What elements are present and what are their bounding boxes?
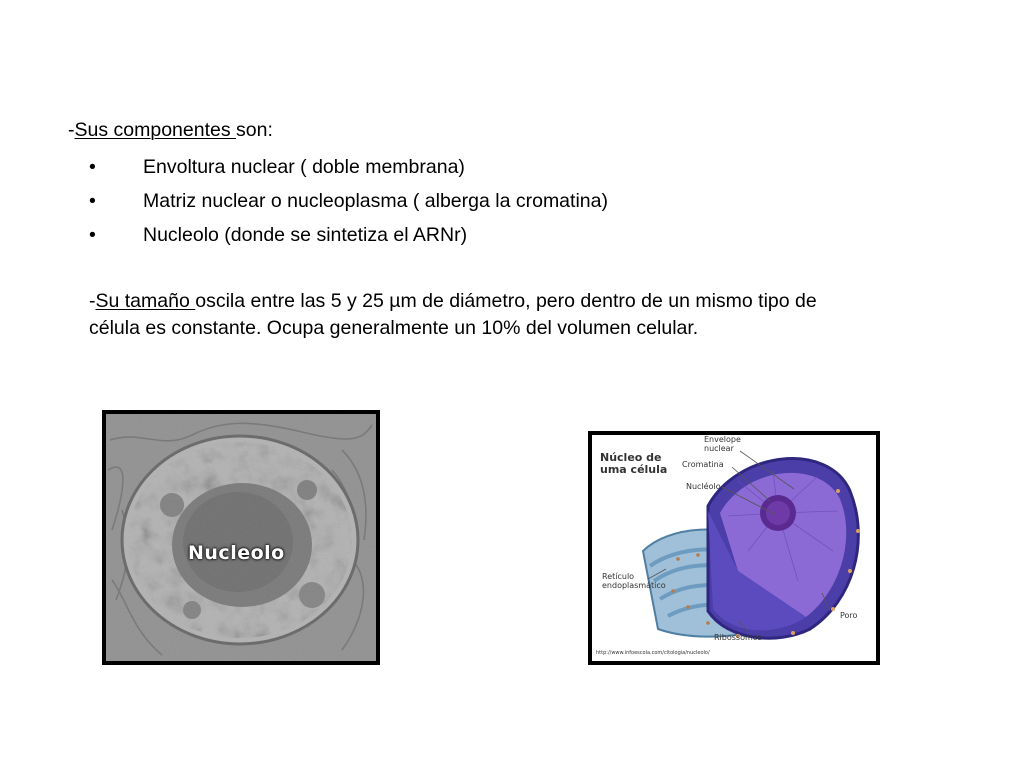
size-underlined: Su tamaño [95, 290, 196, 312]
nucleus-micrograph [102, 410, 380, 665]
label-pore: Poro [840, 611, 858, 620]
bullet-marker-3: • [89, 224, 96, 246]
micrograph-label-nucleolo: Nucleolo [188, 542, 285, 564]
size-prefix: - [89, 290, 96, 312]
label-envelope [704, 435, 741, 453]
diagram-credit: http://www.infoescola.com/citologia/nucleolo/ [596, 650, 710, 656]
size-line1-rest: oscila entre las 5 y 25 µm de diámetro, pero dentro de un mismo tipo de [195, 290, 817, 312]
diagram-title-line2: uma célula [600, 463, 668, 476]
components-heading-rest: son: [236, 119, 273, 141]
label-envelope-1: Envelope [704, 435, 741, 444]
label-endoplasmic-reticulum [602, 572, 666, 590]
components-heading-underlined: Sus componentes [74, 119, 237, 141]
bullet-item-envoltura: Envoltura nuclear ( doble membrana) [143, 156, 465, 178]
label-ribosomes: Ribossomos [714, 633, 762, 642]
nucleus-diagram [588, 431, 880, 665]
micrograph-image [102, 410, 380, 665]
label-nucleolus: Nucléolo [686, 482, 721, 491]
diagram-title-line1: Núcleo de [600, 451, 662, 464]
label-er-2: endoplasmático [602, 581, 666, 590]
label-envelope-2: nuclear [704, 444, 734, 453]
size-paragraph-line-2: célula es constante. Ocupa generalmente un 10% del volumen celular. [89, 317, 699, 339]
components-heading [68, 118, 273, 142]
size-paragraph-line-1 [89, 289, 817, 313]
bullet-marker-1: • [89, 156, 96, 178]
label-er-1: Retículo [602, 572, 635, 581]
components-prefix: - [68, 119, 75, 141]
bullet-item-matriz: Matriz nuclear o nucleoplasma ( alberga la cromatina) [143, 190, 608, 212]
bullet-marker-2: • [89, 190, 96, 212]
diagram-title [600, 452, 667, 476]
bullet-item-nucleolo: Nucleolo (donde se sintetiza el ARNr) [143, 224, 468, 246]
label-chromatin: Cromatina [682, 460, 724, 469]
